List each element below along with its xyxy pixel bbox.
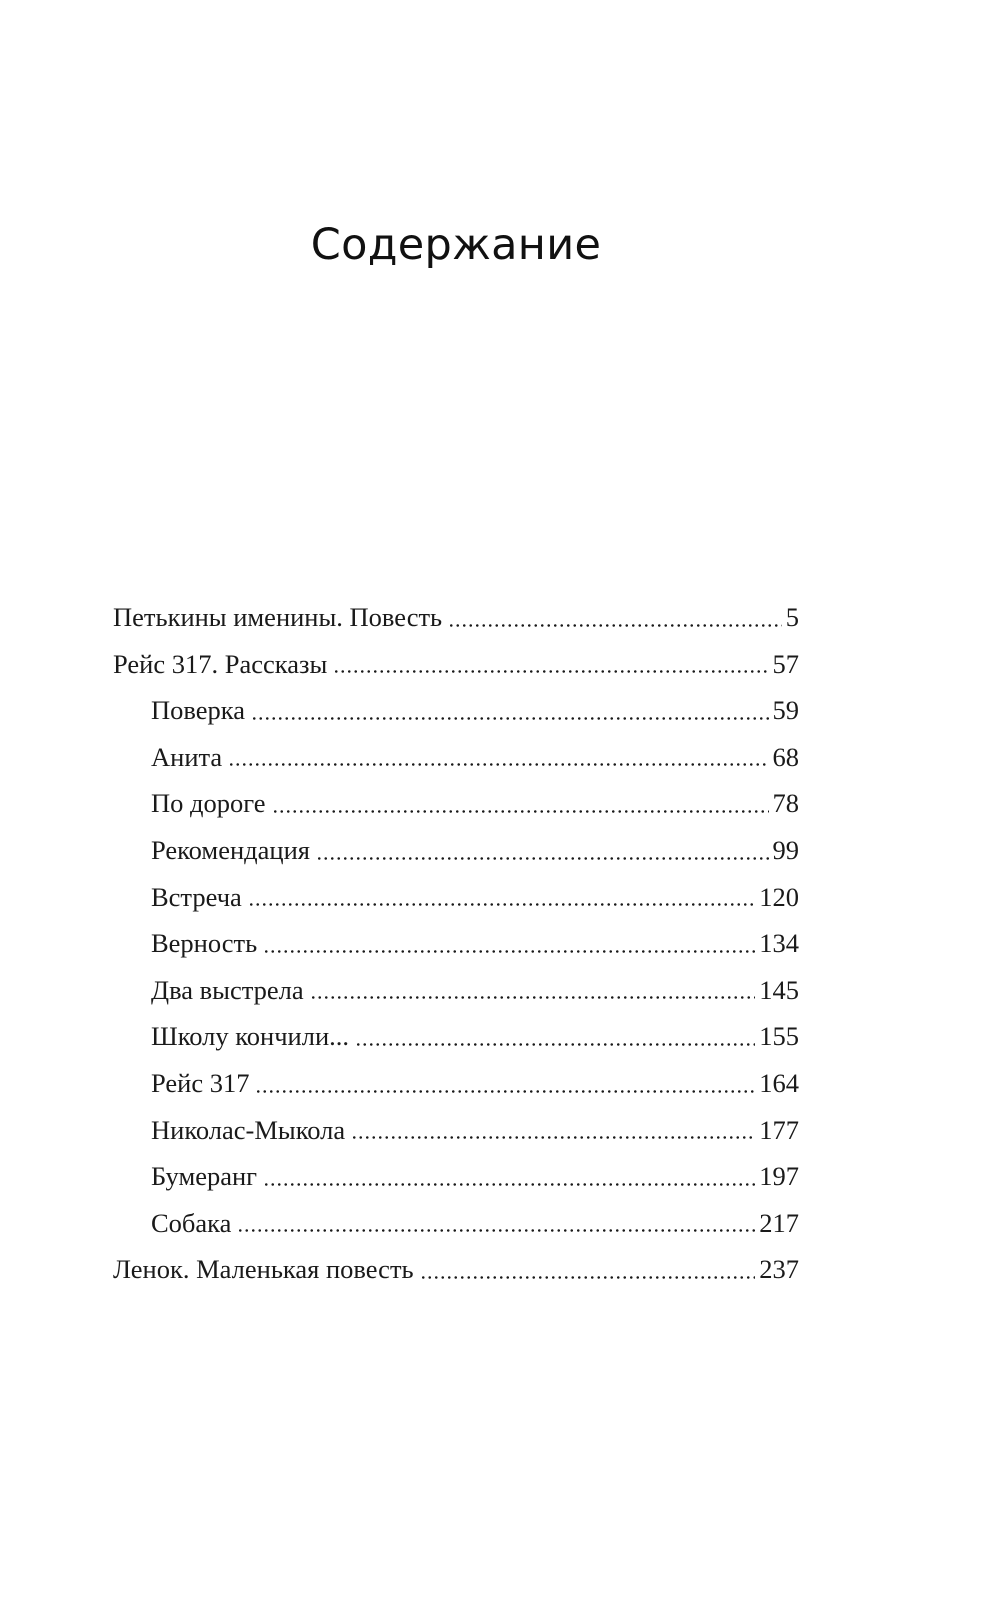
toc-entry-page: 78 [772, 788, 799, 819]
toc-subentry [113, 687, 799, 734]
toc-entry-title: Поверка [151, 695, 245, 726]
toc-entry-page: 197 [759, 1161, 799, 1192]
toc-entry-page: 134 [759, 928, 799, 959]
toc-entry-page: 99 [772, 834, 799, 865]
page-title: Содержание [310, 219, 602, 270]
toc-entry-page: 217 [759, 1207, 799, 1238]
dot-leader [272, 780, 769, 827]
toc-entry-page: 5 [785, 602, 799, 632]
toc-subentry [113, 1013, 799, 1060]
dot-leader [355, 1013, 755, 1060]
dot-leader [237, 1200, 755, 1247]
toc-entry [113, 594, 799, 641]
dot-leader [228, 734, 768, 781]
dot-leader [248, 874, 755, 921]
toc-entry-title: Собака [151, 1207, 232, 1238]
toc-entry-page: 59 [772, 695, 799, 726]
table-of-contents [113, 594, 799, 1293]
toc-entry-page: 145 [759, 974, 799, 1005]
dot-leader [310, 967, 756, 1014]
toc-entry-page: 68 [772, 741, 799, 772]
toc-entry-page: 237 [759, 1254, 799, 1285]
dot-leader [263, 920, 755, 967]
toc-entry-title: Анита [151, 741, 223, 772]
toc-entry-title: Рейс 317 [151, 1067, 250, 1098]
toc-subentry [113, 780, 799, 827]
toc-subentry [113, 920, 799, 967]
toc-entry-title: Верность [151, 928, 258, 959]
dot-leader [251, 687, 769, 734]
toc-subentry [113, 734, 799, 781]
toc-subentry [113, 1107, 799, 1154]
toc-entry-title: Бумеранг [151, 1161, 258, 1192]
dot-leader [420, 1246, 756, 1293]
toc-entry-title: Ленок. Маленькая повесть [113, 1254, 414, 1285]
toc-subentry [113, 1200, 799, 1247]
toc-subentry [113, 874, 799, 921]
dot-leader [333, 641, 768, 688]
dot-leader [255, 1060, 755, 1107]
toc-entry-page: 120 [759, 881, 799, 912]
toc-entry [113, 1246, 799, 1293]
toc-entry-page: 155 [759, 1021, 799, 1052]
toc-entry-page: 57 [772, 648, 799, 679]
toc-entry-page: 164 [759, 1067, 799, 1098]
toc-entry-page: 177 [759, 1114, 799, 1145]
toc-entry-title: Рекомендация [151, 834, 310, 865]
toc-entry [113, 641, 799, 688]
dot-leader [448, 594, 782, 641]
toc-subentry [113, 967, 799, 1014]
toc-subentry [113, 1153, 799, 1200]
dot-leader [351, 1107, 755, 1154]
toc-subentry [113, 1060, 799, 1107]
toc-entry-title: Николас-Мыкола [151, 1114, 346, 1145]
toc-entry-title: Рейс 317. Рассказы [113, 648, 328, 679]
toc-subentry [113, 827, 799, 874]
toc-entry-title: Школу кончили... [151, 1021, 350, 1052]
toc-entry-title: Два выстрела [151, 974, 304, 1005]
dot-leader [316, 827, 769, 874]
toc-entry-title: Встреча [151, 881, 242, 912]
dot-leader [263, 1153, 755, 1200]
toc-entry-title: По дороге [151, 788, 266, 819]
toc-entry-title: Петькины именины. Повесть [113, 602, 443, 632]
